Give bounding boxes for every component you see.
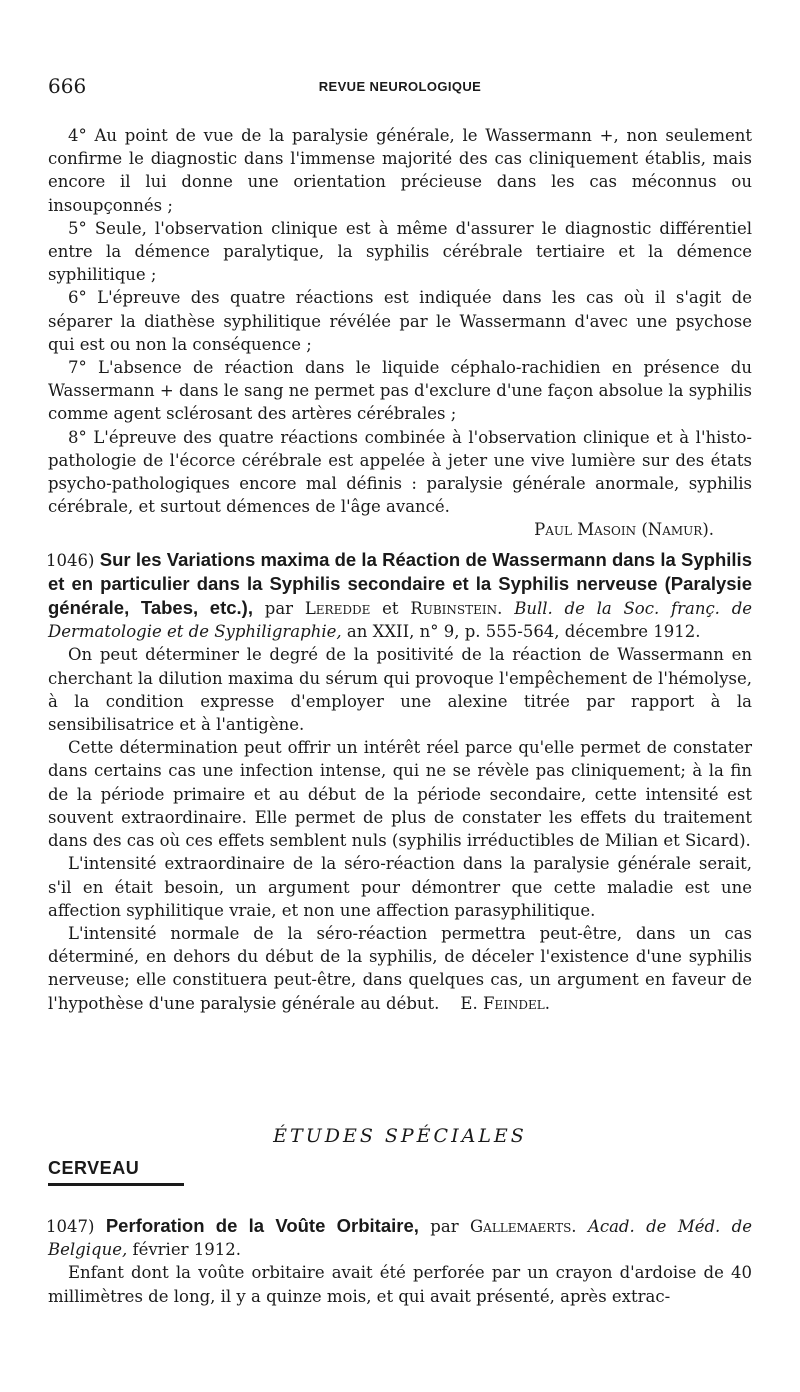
paragraph-8: 8° L'épreuve des quatre réactions combinée à l'observation clinique et à l'histo-pathologie de l'écorce cérébrale est appelée à jeter une vive lumière sur des états psycho-pathologiques encore mal définis : paralysie générale anormale, syphilis cérébrale, et surtout démences de l'âge avancé. <box>48 427 752 517</box>
article-1047-details: février 1912. <box>132 1240 241 1260</box>
article-1046-title: Sur les Variations maxima de la Réaction de Wassermann dans la Syphilis et en particulier dans la Syphilis secondaire et la Syphilis nerveuse (Paralysie générale, Tabes, etc.), <box>48 548 752 619</box>
article-1047-journal: Acad. de Méd. de Belgique, <box>48 1217 753 1260</box>
article-1047-paragraph: Enfant dont la voûte orbitaire avait été perforée par un crayon d'ardoise de 40 millimètres de long, il y a quinze mois, et qui avait présenté, après extrac- <box>48 1263 752 1306</box>
article-1046-and: et <box>382 599 399 619</box>
subsection-title: CERVEAU <box>48 1158 140 1178</box>
article-1046-paragraph-4 <box>48 922 752 1015</box>
article-1047-heading <box>48 1214 752 1261</box>
article-1046-paragraph-2: Cette détermination peut offrir un intérêt réel parce qu'elle permet de constater dans certains cas une infection intense, qui ne se révèle pas cliniquement; à la fin de la période primaire et au début de la période secondaire, cette intensité est souvent extraordinaire. Elle permet de plus de constater les effets du traitement dans des cas où ces effets semblent nuls (syphilis irréductibles de Milian et Sicard). <box>48 738 752 851</box>
article-1046-heading <box>48 548 752 644</box>
article-1046-details: an XXII, n° 9, p. 555-564, décembre 1912. <box>346 622 701 642</box>
page-header <box>48 74 752 100</box>
subsection-rule <box>48 1183 184 1186</box>
article-1047 <box>48 1208 752 1308</box>
article-1046-number: 1046) <box>46 550 95 570</box>
article-1046-author-2: Rubinstein. <box>410 599 503 619</box>
article-1046-by: par <box>264 599 294 619</box>
article-1046-last-paragraph: L'intensité normale de la séro-réaction permettra peut-être, dans un cas déterminé, en dehors du début de la syphilis, de déceler l'existence d'une syphilis nerveuse; elle constituera peut-être, dans quelques cas, un argument en faveur de l'hypothèse d'une paralysie générale au début. <box>48 923 752 1013</box>
page-number: 666 <box>48 74 87 98</box>
signature-masoin: Paul Masoin (Namur). <box>534 520 714 540</box>
article-1047-by: par <box>430 1217 459 1236</box>
article-1046-author-1: Leredde <box>304 599 371 619</box>
article-1047-title: Perforation de la Voûte Orbitaire, <box>105 1215 419 1236</box>
article-1047-author: Gallemaerts. <box>469 1217 577 1236</box>
running-title: REVUE NEUROLOGIQUE <box>318 79 482 94</box>
paragraph-7: 7° L'absence de réaction dans le liquide céphalo-rachidien en présence du Wassermann + dans le sang ne permet pas d'exclure d'une façon absolue la syphilis comme agent sclérosant des artères cérébrales ; <box>48 358 752 424</box>
main-text <box>48 124 752 1015</box>
article-1047-number: 1047) <box>46 1217 95 1236</box>
paragraph-5: 5° Seule, l'observation clinique est à même d'assurer le diagnostic différentiel entre la démence paralytique, la syphilis cérébrale tertiaire et la démence syphilitique ; <box>48 218 752 285</box>
section-title: ÉTUDES SPÉCIALES <box>273 1125 527 1147</box>
article-1046-paragraph-1: On peut déterminer le degré de la positivité de la réaction de Wassermann en cherchant la dilution maxima du sérum qui provoque l'empêchement de l'hémolyse, à la condition expresse d'employer une alexine titrée par rapport à la sensibilisatrice et à l'antigène. <box>48 645 752 735</box>
paragraph-6: 6° L'épreuve des quatre réactions est indiquée dans les cas où il s'agit de séparer la diathèse syphilitique révélée par le Wassermann d'avec une psychose qui est ou non la conséquence ; <box>48 288 752 354</box>
article-1046-journal: Bull. de la Soc. franç. de Dermatologie et de Syphiligraphie, <box>48 599 753 642</box>
paragraph-4: 4° Au point de vue de la paralysie générale, le Wassermann +, non seulement confirme le diagnostic dans l'immense majorité des cas cliniquement établis, mais encore il lui donne une orientation précieuse dans les cas méconnus ou insoupçonnés ; <box>48 126 752 215</box>
article-1046-paragraph-3: L'intensité extraordinaire de la séro-réaction dans la paralysie générale serait, s'il en était besoin, un argument pour démontrer que cette maladie est une affection syphilitique vraie, et non une affection parasyphilitique. <box>48 854 752 920</box>
signature-feindel: E. Feindel. <box>460 993 550 1013</box>
